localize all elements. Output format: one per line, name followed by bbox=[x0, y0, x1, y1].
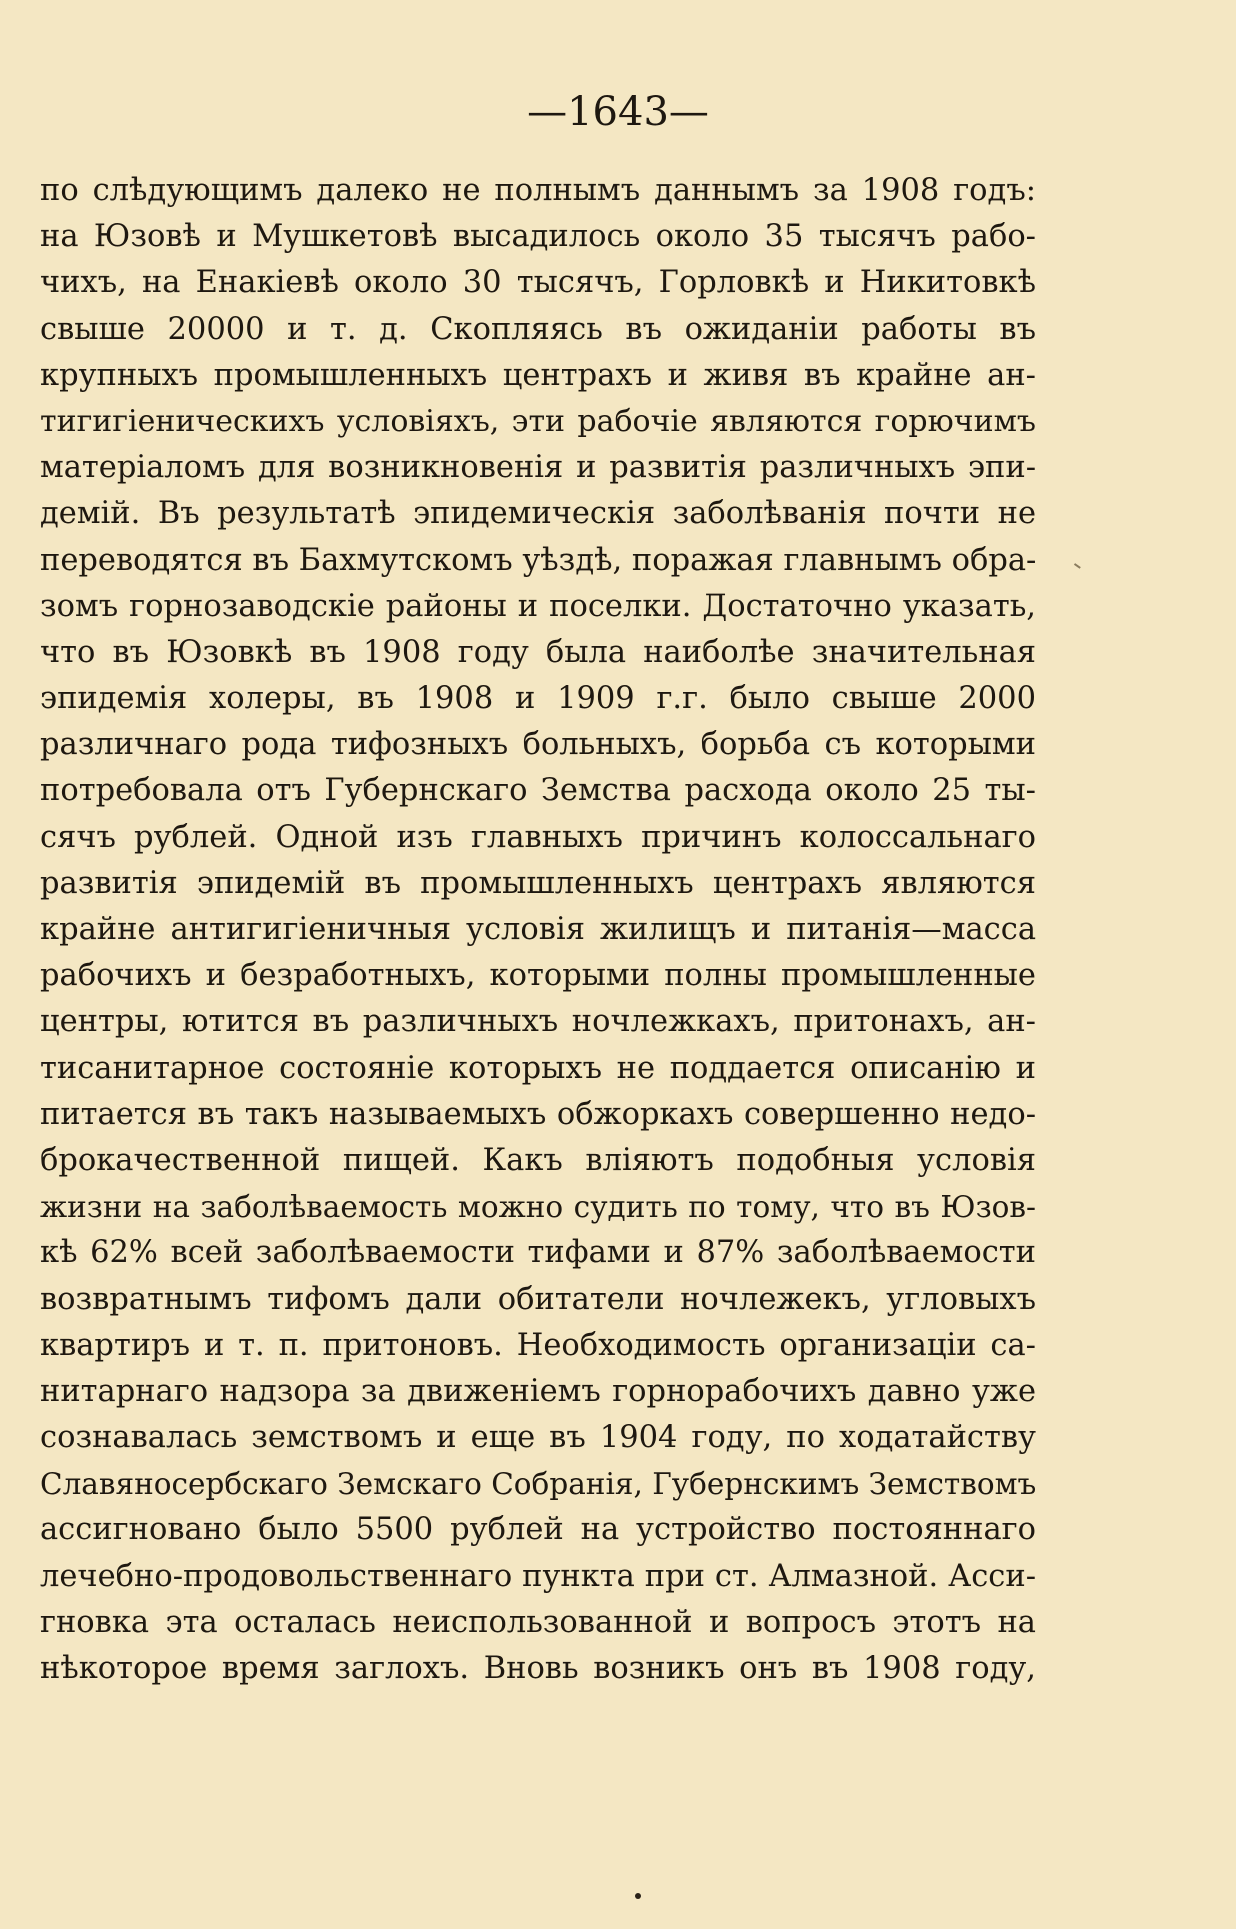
text-line: нитарнаго надзора за движеніемъ горнорабочихъ давно уже bbox=[40, 1373, 1036, 1409]
text-line: рабочихъ и безработныхъ, которыми полны промышленные bbox=[40, 958, 1036, 994]
text-line: нѣкоторое время заглохъ. Вновь возникъ онъ въ 1908 году, bbox=[40, 1651, 1036, 1686]
text-line: потребовала отъ Губернскаго Земства расхода около 25 ты- bbox=[40, 773, 1036, 809]
text-line: матеріаломъ для возникновенія и развитія различныхъ эпи- bbox=[40, 450, 1036, 486]
text-line: по слѣдующимъ далеко не полнымъ даннымъ за 1908 годъ: bbox=[40, 173, 1036, 208]
text-line: что въ Юзовкѣ въ 1908 году была наиболѣе значительная bbox=[40, 634, 1036, 670]
text-line: Славяносербскаго Земскаго Собранія, Губернскимъ Земствомъ bbox=[40, 1467, 1036, 1502]
text-line: гновка эта осталась неиспользованной и вопросъ этотъ на bbox=[40, 1604, 1036, 1640]
page-number: —1643— bbox=[527, 89, 709, 135]
text-line: эпидемія холеры, въ 1908 и 1909 г.г. было свыше 2000 bbox=[40, 681, 1036, 717]
text-line: сознавалась земствомъ и еще въ 1904 году, по ходатайству bbox=[40, 1420, 1036, 1456]
text-line: зомъ горнозаводскіе районы и поселки. Достаточно указать, bbox=[40, 588, 1036, 624]
body-text bbox=[40, 168, 1036, 1692]
text-line: развитія эпидемій въ промышленныхъ центрахъ являются bbox=[40, 865, 1036, 901]
ink-dot bbox=[635, 1893, 641, 1899]
text-line: тигигіеническихъ условіяхъ, эти рабочіе являются горючимъ bbox=[40, 403, 1036, 439]
text-line: крайне антигигіеничныя условія жилищъ и питанія—масса bbox=[40, 912, 1036, 947]
text-line: сячъ рублей. Одной изъ главныхъ причинъ колоссальнаго bbox=[40, 819, 1036, 855]
text-line: лечебно-продовольственнаго пункта при ст. Алмазной. Асси- bbox=[40, 1558, 1036, 1594]
text-line: различнаго рода тифозныхъ больныхъ, борьба съ которыми bbox=[40, 727, 1036, 763]
text-line: на Юзовѣ и Мушкетовѣ высадилось около 35 тысячъ рабо- bbox=[40, 219, 1036, 255]
text-line: ассигновано было 5500 рублей на устройство постояннаго bbox=[40, 1512, 1036, 1548]
text-line: квартиръ и т. п. притоновъ. Необходимость организаціи са- bbox=[40, 1327, 1036, 1363]
text-line: возвратнымъ тифомъ дали обитатели ночлежекъ, угловыхъ bbox=[40, 1281, 1036, 1317]
text-line: переводятся въ Бахмутскомъ уѣздѣ, поражая главнымъ обра- bbox=[40, 542, 1036, 578]
text-line: демій. Въ результатѣ эпидемическія заболѣванія почти не bbox=[40, 496, 1036, 532]
text-line: крупныхъ промышленныхъ центрахъ и живя въ крайне ан- bbox=[40, 357, 1036, 393]
text-line: кѣ 62% всей заболѣваемости тифами и 87% заболѣваемости bbox=[40, 1235, 1036, 1271]
text-line: жизни на заболѣваемость можно судить по тому, что въ Юзов- bbox=[40, 1190, 1036, 1225]
text-line: чихъ, на Енакіевѣ около 30 тысячъ, Горловкѣ и Никитовкѣ bbox=[40, 265, 1036, 301]
text-line: тисанитарное состояніе которыхъ не поддается описанію и bbox=[40, 1050, 1036, 1086]
paper-speck bbox=[1074, 563, 1081, 568]
text-line: свыше 20000 и т. д. Скопляясь въ ожиданіи работы въ bbox=[40, 311, 1036, 347]
text-line: брокачественной пищей. Какъ вліяютъ подобныя условія bbox=[40, 1142, 1036, 1178]
text-line: питается въ такъ называемыхъ обжоркахъ совершенно недо- bbox=[40, 1096, 1036, 1132]
text-line: центры, ютится въ различныхъ ночлежкахъ, притонахъ, ан- bbox=[40, 1004, 1036, 1040]
